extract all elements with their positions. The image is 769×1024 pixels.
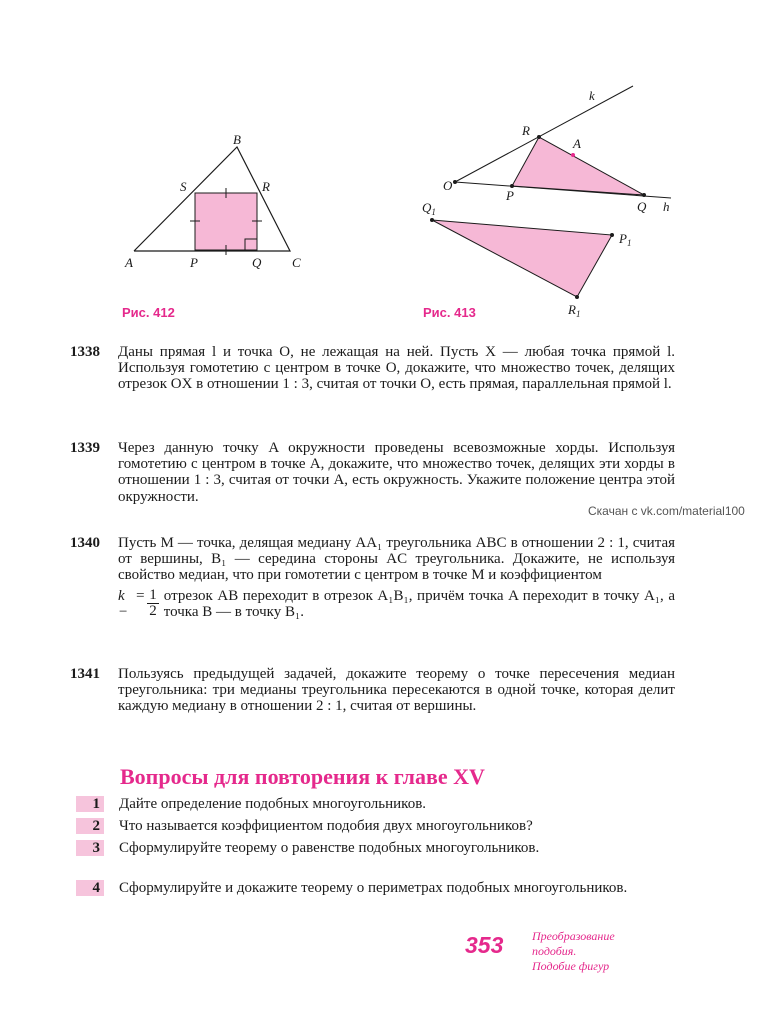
problem-text: Пусть M — точка, делящая медиану AA₁ треугольника ABC в отношении 2 : 1, считая от вершины, B₁ — середина стороны AC треугольника. Докажите, не используя свойство медиан, что при гомотетии с центром в точке M и коэффициентом bbox=[118, 535, 675, 584]
section-title: Вопросы для повторения к главе XV bbox=[120, 764, 485, 789]
problem-text: Даны прямая l и точка O, не лежащая на ней. Пусть X — любая точка прямой l. Используя гомотетию с центром в точке O, докажите, что множество точек, делящих отрезок OX в отношении 1 : 3, считая от точки O, есть прямая, параллельная прямой l. bbox=[118, 344, 675, 393]
label-P1: $P_1$ bbox=[619, 231, 632, 248]
page-number: 353 bbox=[465, 932, 504, 958]
problem-number: 1338 bbox=[70, 344, 100, 360]
problem-text-after: отрезок AB переходит в отрезок A₁B₁, причём точка A переходит в точку A₁, а точка B — в точку B₁. bbox=[163, 587, 675, 620]
question-number: 3 bbox=[76, 840, 104, 856]
problem-text: Через данную точку A окружности проведены всевозможные хорды. Используя гомотетию с центром в точке A, докажите, что множество точек, делящих эти хорды в отношении 1 : 3, считая от точки A, есть окружность. Укажите положение центра этой окружности. bbox=[118, 440, 675, 505]
label-O: O bbox=[443, 178, 453, 193]
label-C: C bbox=[292, 255, 301, 270]
label-P: P bbox=[190, 255, 198, 270]
chapter-line: Преобразование bbox=[532, 929, 615, 943]
label-Q: Q bbox=[637, 199, 647, 214]
chapter-title bbox=[532, 929, 615, 974]
question-number: 2 bbox=[76, 818, 104, 834]
chapter-line: подобия. bbox=[532, 944, 577, 958]
fraction-denominator: 2 bbox=[149, 603, 157, 620]
coefficient-row bbox=[118, 588, 675, 620]
chapter-line: Подобие фигур bbox=[532, 959, 610, 973]
problem-number: 1339 bbox=[70, 440, 100, 456]
problem-number: 1340 bbox=[70, 535, 100, 551]
question-4 bbox=[76, 880, 676, 896]
problem-number: 1341 bbox=[70, 666, 100, 682]
figure-413-caption: Рис. 413 bbox=[423, 305, 476, 320]
problem-1339 bbox=[70, 440, 675, 505]
problem-1340 bbox=[70, 535, 675, 622]
label-R: R bbox=[262, 179, 270, 194]
problem-1338 bbox=[70, 344, 675, 393]
label-A: A bbox=[125, 255, 133, 270]
label-Q1: $Q_1$ bbox=[422, 200, 436, 217]
question-text: Дайте определение подобных многоугольников. bbox=[119, 796, 427, 812]
label-A: A bbox=[573, 136, 581, 151]
watermark: Скачан с vk.com/material100 bbox=[588, 504, 745, 518]
question-text: Что называется коэффициентом подобия двух многоугольников? bbox=[119, 818, 533, 834]
label-k: k bbox=[589, 88, 595, 103]
fraction-numerator: 1 bbox=[149, 587, 157, 604]
figure-412 bbox=[120, 128, 320, 278]
figure-412-caption: Рис. 412 bbox=[122, 305, 175, 320]
problem-1341 bbox=[70, 666, 675, 715]
figure-413 bbox=[415, 80, 685, 320]
question-text: Сформулируйте и докажите теорему о периметрах подобных многоугольников. bbox=[119, 880, 628, 896]
question-text: Сформулируйте теорему о равенстве подобных многоугольников. bbox=[119, 840, 540, 856]
question-number: 4 bbox=[76, 880, 104, 896]
question-2 bbox=[76, 818, 676, 834]
label-P: P bbox=[506, 188, 514, 203]
coefficient-label: k = − bbox=[118, 587, 146, 620]
coefficient-fraction bbox=[147, 588, 159, 619]
label-S: S bbox=[180, 179, 187, 194]
label-R1: $R_1$ bbox=[568, 302, 581, 319]
question-number: 1 bbox=[76, 796, 104, 812]
question-1 bbox=[76, 796, 676, 812]
label-B: B bbox=[233, 132, 241, 147]
label-Q: Q bbox=[252, 255, 262, 270]
question-3 bbox=[76, 840, 676, 856]
label-h: h bbox=[663, 199, 670, 214]
problem-text: Пользуясь предыдущей задачей, докажите теорему о точке пересечения медиан треугольника: три медианы треугольника пересекаются в одной точке, которая делит каждую медиану в отношении 2 : 1, считая от вершины. bbox=[118, 666, 675, 715]
label-R: R bbox=[522, 123, 530, 138]
